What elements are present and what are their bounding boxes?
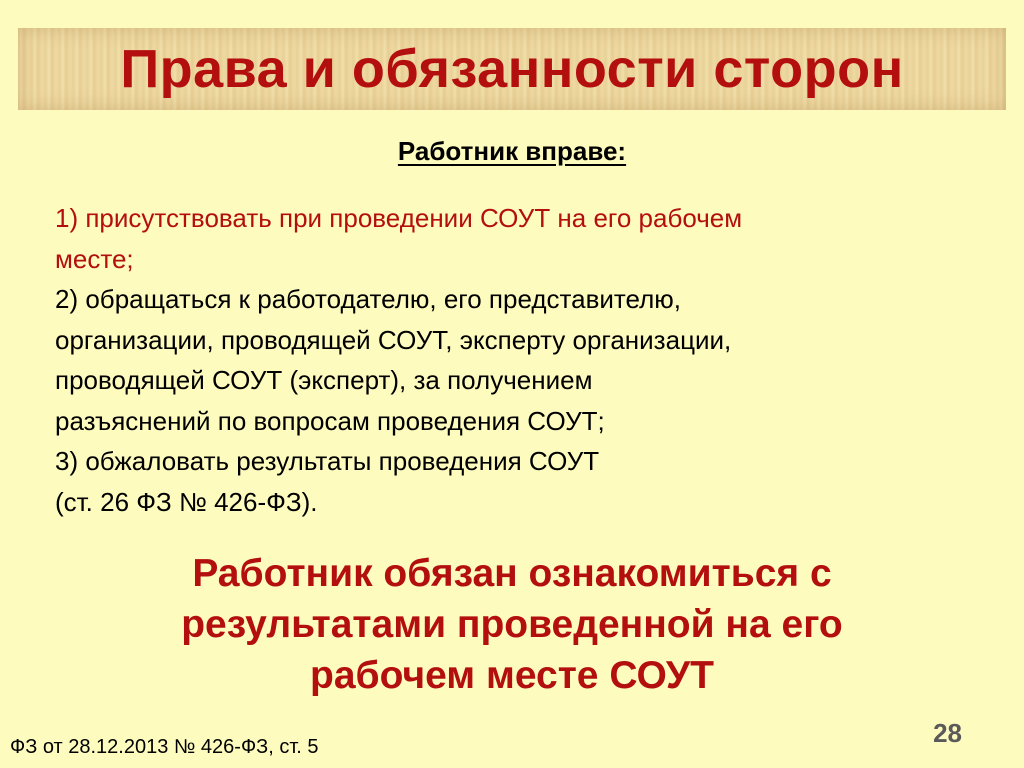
obligation-statement xyxy=(0,548,1024,701)
rights-line-4: организации, проводящей СОУТ, эксперту организации, xyxy=(55,324,732,355)
footer-reference: ФЗ от 28.12.2013 № 426-ФЗ, ст. 5 xyxy=(10,736,319,758)
rights-line-2: месте; xyxy=(55,243,134,274)
rights-line-7: 3) обжаловать результаты проведения СОУТ xyxy=(55,446,600,476)
obligation-line-2: результатами проведенной на его xyxy=(181,603,843,646)
slide-title: Права и обязанности сторон xyxy=(120,39,904,99)
section-heading xyxy=(0,136,1024,167)
title-banner xyxy=(18,28,1006,110)
page-number: 28 xyxy=(933,718,962,748)
rights-line-6: разъяснений по вопросам проведения СОУТ; xyxy=(55,405,605,436)
rights-list xyxy=(55,198,985,522)
rights-line-5: проводящей СОУТ (эксперт), за получением xyxy=(55,365,593,395)
obligation-line-3: рабочем месте СОУТ xyxy=(310,654,714,697)
rights-line-3: 2) обращаться к работодателю, его представителю, xyxy=(55,284,682,314)
rights-line-1: 1) присутствовать при проведении СОУТ на его рабочем xyxy=(55,203,743,233)
rights-line-8: (ст. 26 ФЗ № 426-ФЗ). xyxy=(55,486,318,517)
section-heading-text: Работник вправе: xyxy=(397,136,627,166)
obligation-line-1: Работник обязан ознакомиться с xyxy=(192,552,832,595)
